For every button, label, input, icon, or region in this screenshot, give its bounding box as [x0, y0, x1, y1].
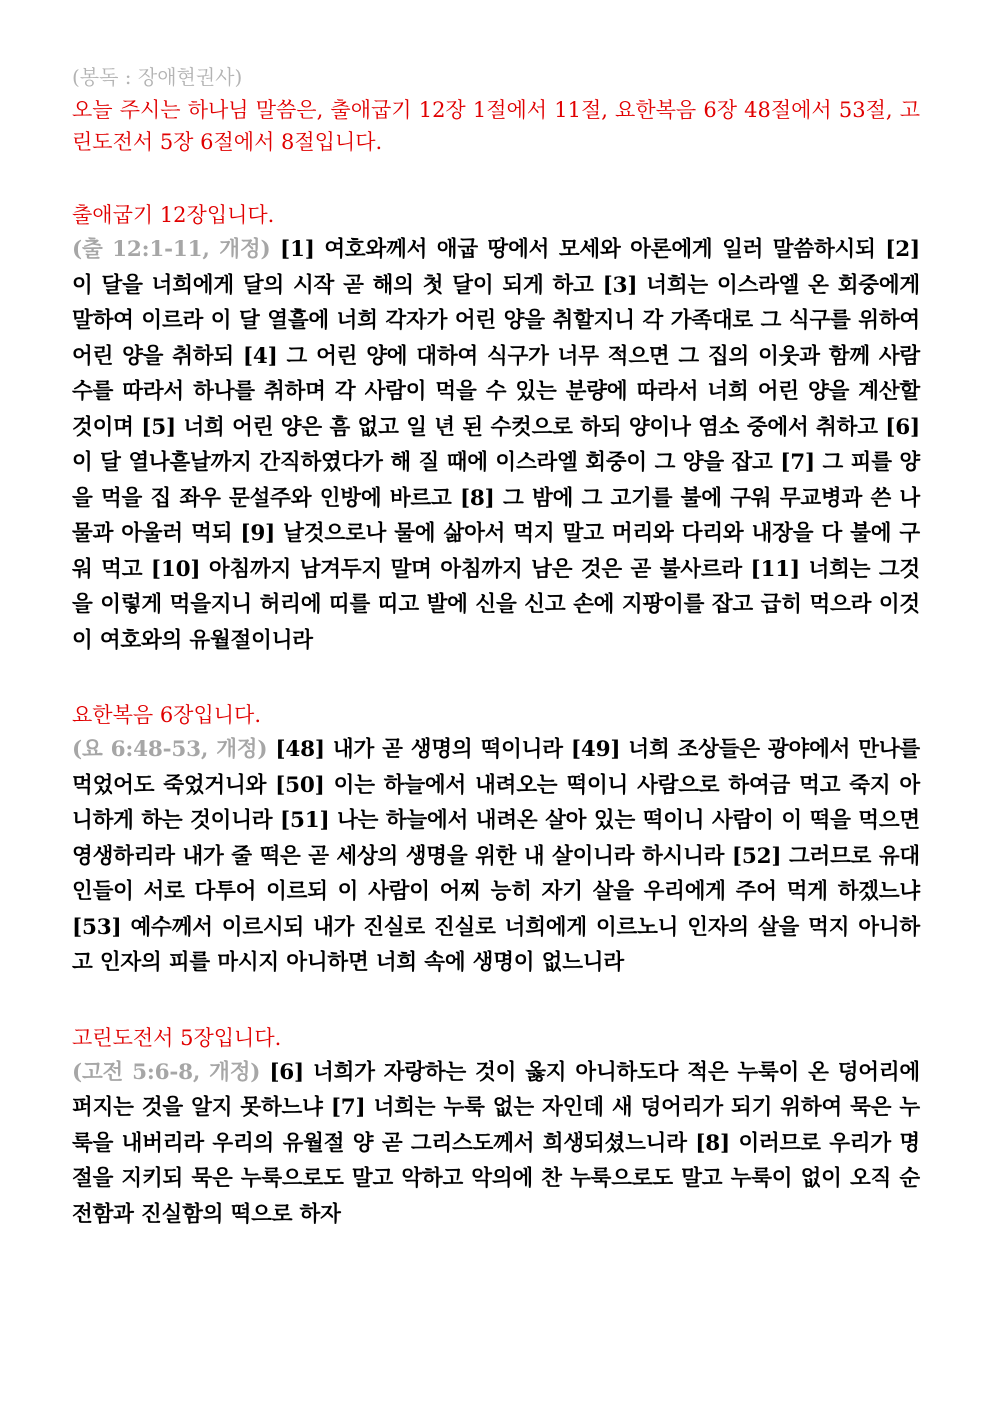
section-title: 고린도전서 5장입니다.: [72, 1025, 282, 1050]
scripture-passage: [72, 732, 920, 981]
intro-text: 오늘 주시는 하나님 말씀은, 출애굽기 12장 1절에서 11절, 요한복음 6장 48절에서 53절, 고린도전서 5장 6절에서 8절입니다.: [72, 98, 920, 154]
scripture-reference: (출 12:1-11, 개정): [72, 237, 271, 262]
scripture-reference: (요 6:48-53, 개정): [72, 737, 268, 762]
scripture-section-exodus: [72, 200, 920, 658]
scripture-text: [6] 너희가 자랑하는 것이 옳지 아니하도다 적은 누룩이 온 덩어리에 퍼지는 것을 알지 못하느냐 [7] 너희는 누룩 없는 자인데 새 덩어리가 되기 위하여 묵은 누룩을 내버리라 우리의 유월절 양 곧 그리스도께서 희생되셨느니라 [8] 이러므로 우리가 명절을 지키되 묵은 누룩으로도 말고 악하고 악의에 찬 누룩으로도 말고 누룩이 없이 오직 순전함과 진실함의 떡으로 하자: [72, 1059, 920, 1227]
scripture-section-corinthians: [72, 1023, 920, 1233]
scripture-text: [1] 여호와께서 애굽 땅에서 모세와 아론에게 일러 말씀하시되 [2] 이 달을 너희에게 달의 시작 곧 해의 첫 달이 되게 하고 [3] 너희는 이스라엘 온 회중에게 말하여 이르라 이 달 열흘에 너희 각자가 어린 양을 취할지니 각 가족대로 그 식구를 위하여 어린 양을 취하되 [4] 그 어린 양에 대하여 식구가 너무 적으면 그 집의 이웃과 함께 사람 수를 따라서 하나를 취하며 각 사람이 먹을 수 있는 분량에 따라서 너희 어린 양을 계산할 것이며 [5] 너희 어린 양은 흠 없고 일 년 된 수컷으로 하되 양이나 염소 중에서 취하고 [6] 이 달 열나흗날까지 간직하였다가 해 질 때에 이스라엘 회중이 그 양을 잡고 [7] 그 피를 양을 먹을 집 좌우 문설주와 인방에 바르고 [8] 그 밤에 그 고기를 불에 구워 무교병과 쓴 나물과 아울러 먹되 [9] 날것으로나 물에 삶아서 먹지 말고 머리와 다리와 내장을 다 불에 구워 먹고 [10] 아침까지 남겨두지 말며 아침까지 남은 것은 곧 불사르라 [11] 너희는 그것을 이렇게 먹을지니 허리에 띠를 띠고 발에 신을 신고 손에 지팡이를 잡고 급히 먹으라 이것이 여호와의 유월절이니라: [72, 237, 920, 653]
scripture-passage: [72, 1055, 920, 1233]
scripture-passage: [72, 232, 920, 658]
scripture-reference: (고전 5:6-8, 개정): [72, 1059, 261, 1085]
section-title: 출애굽기 12장입니다.: [72, 203, 275, 227]
section-title: 요한복음 6장입니다.: [72, 703, 261, 727]
document-page: [72, 62, 920, 1232]
scripture-text: [48] 내가 곧 생명의 떡이니라 [49] 너희 조상들은 광야에서 만나를 먹었어도 죽었거니와 [50] 이는 하늘에서 내려오는 떡이니 사람으로 하여금 먹고 죽지 아니하게 하는 것이니라 [51] 나는 하늘에서 내려온 살아 있는 떡이니 사람이 이 떡을 먹으면 영생하리라 내가 줄 떡은 곧 세상의 생명을 위한 내 살이니라 하시니라 [52] 그러므로 유대인들이 서로 다투어 이르되 이 사람이 어찌 능히 자기 살을 우리에게 주어 먹게 하겠느냐 [53] 예수께서 이르시되 내가 진실로 진실로 너희에게 이르노니 인자의 살을 먹지 아니하고 인자의 피를 마시지 아니하면 너희 속에 생명이 없느니라: [72, 737, 920, 975]
reader-note: (봉독 : 장애현권사): [72, 65, 243, 89]
scripture-section-john: [72, 700, 920, 981]
